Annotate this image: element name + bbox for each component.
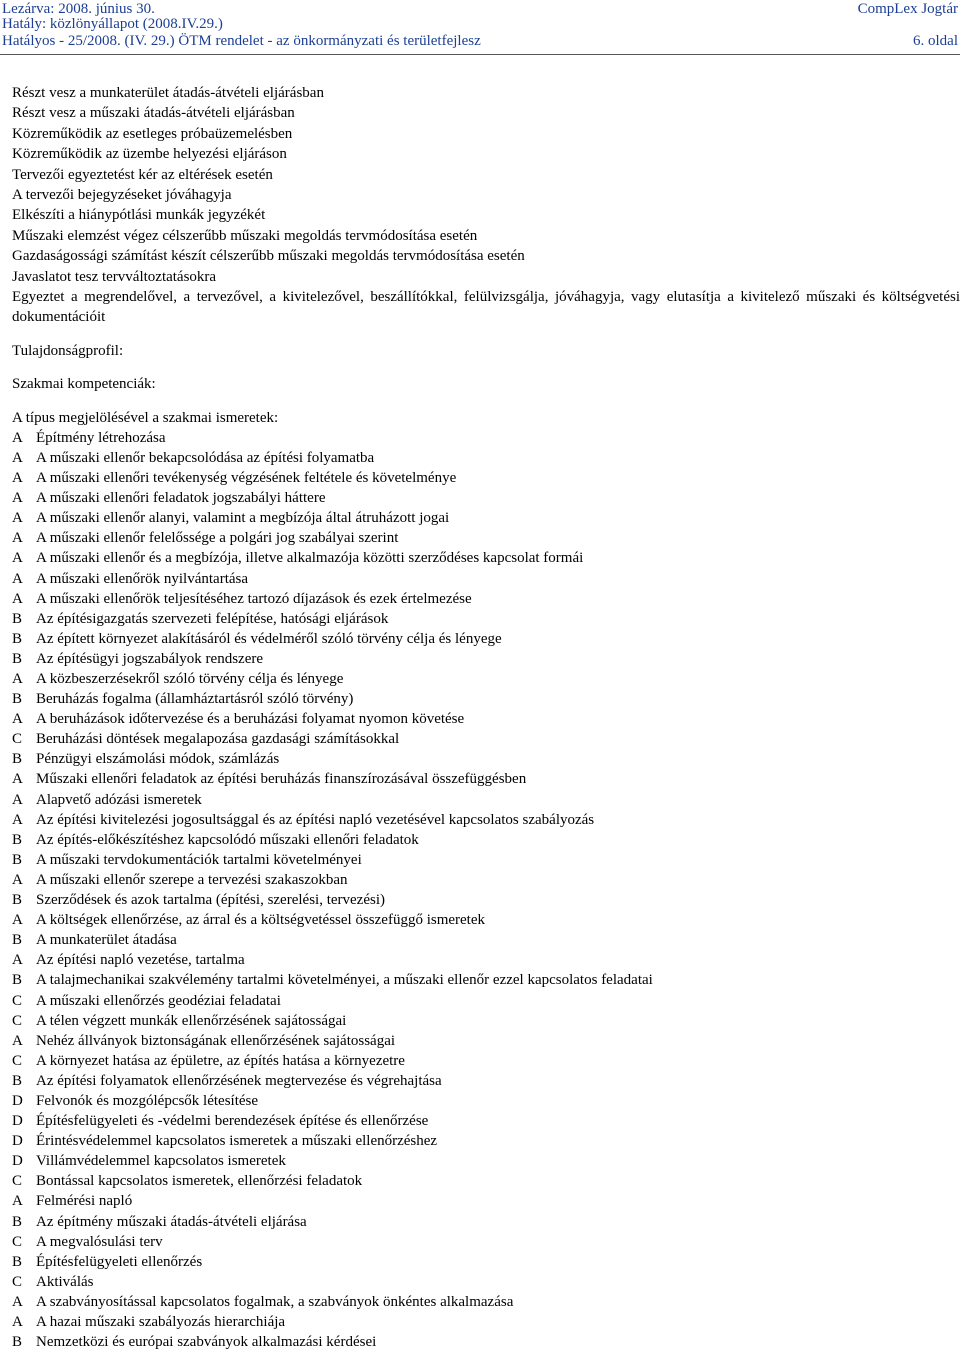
- knowledge-text: A munkaterület átadása: [36, 932, 177, 949]
- knowledge-item: [12, 1071, 960, 1091]
- knowledge-text: A műszaki ellenőri tevékenység végzésének feltétele és követelménye: [36, 470, 457, 487]
- knowledge-type: A: [12, 711, 23, 728]
- knowledge-type: A: [12, 1293, 23, 1310]
- knowledge-type: C: [12, 1233, 23, 1250]
- task-line: Közreműködik az esetleges próbaüzemelésben: [12, 125, 293, 142]
- knowledge-item: [12, 850, 960, 870]
- header-valid-title: Hatályos - 25/2008. (IV. 29.) ÖTM rendelet - az önkormányzati és területfejlesz: [2, 33, 481, 49]
- knowledge-type: B: [12, 1213, 23, 1230]
- knowledge-text: A talajmechanikai szakvélemény tartalmi követelményei, a műszaki ellenőr ezzel kapcsolatos feladatai: [36, 972, 653, 989]
- profile-label: Tulajdonságprofil:: [12, 342, 124, 359]
- knowledge-type: A: [12, 811, 23, 828]
- knowledge-text: A műszaki ellenőr bekapcsolódása az építési folyamatba: [36, 449, 375, 466]
- knowledge-type: C: [12, 1052, 23, 1069]
- task-line: Tervezői egyeztetést kér az eltérések esetén: [12, 166, 273, 183]
- knowledge-text: A hazai műszaki szabályozás hierarchiája: [36, 1314, 286, 1331]
- knowledge-item: [12, 589, 960, 609]
- knowledge-type: B: [12, 691, 23, 708]
- competence-label: Szakmai kompetenciák:: [12, 376, 156, 393]
- knowledge-item: [12, 508, 960, 528]
- knowledge-type: A: [12, 429, 23, 446]
- knowledge-item: [12, 1011, 960, 1031]
- knowledge-type: B: [12, 751, 23, 768]
- type-label: A típus megjelölésével a szakmai ismeretek:: [12, 409, 279, 426]
- knowledge-text: Az építés-előkészítéshez kapcsolódó műszaki ellenőri feladatok: [36, 831, 419, 848]
- knowledge-type: A: [12, 550, 23, 567]
- knowledge-item: [12, 629, 960, 649]
- knowledge-text: A műszaki ellenőrzés geodéziai feladatai: [36, 992, 281, 1009]
- knowledge-type: A: [12, 871, 23, 888]
- header-brand: CompLex Jogtár: [857, 1, 958, 17]
- knowledge-item: [12, 1111, 960, 1131]
- knowledge-type: D: [12, 1133, 23, 1150]
- knowledge-text: Építésfelügyeleti és -védelmi berendezések építése és ellenőrzése: [36, 1113, 429, 1130]
- knowledge-item: [12, 810, 960, 830]
- task-line: Elkészíti a hiánypótlási munkák jegyzékét: [12, 207, 266, 224]
- knowledge-item: [12, 1171, 960, 1191]
- knowledge-type: A: [12, 470, 23, 487]
- knowledge-type: B: [12, 932, 23, 949]
- knowledge-item: [12, 991, 960, 1011]
- knowledge-item: [12, 1232, 960, 1252]
- task-line: A tervezői bejegyzéseket jóváhagyja: [12, 186, 232, 203]
- knowledge-text: A műszaki ellenőr felelőssége a polgári jog szabályai szerint: [36, 530, 399, 547]
- knowledge-type: B: [12, 831, 23, 848]
- knowledge-text: Beruházás fogalma (államháztartásról szóló törvény): [36, 691, 354, 708]
- knowledge-item: [12, 830, 960, 850]
- knowledge-type: A: [12, 570, 23, 587]
- knowledge-type: B: [12, 1072, 23, 1089]
- knowledge-text: Építésfelügyeleti ellenőrzés: [36, 1253, 203, 1270]
- knowledge-type: A: [12, 671, 23, 688]
- knowledge-text: Az építésügyi jogszabályok rendszere: [36, 650, 263, 667]
- knowledge-text: Felmérési napló: [36, 1193, 133, 1210]
- knowledge-item: [12, 970, 960, 990]
- knowledge-type: B: [12, 972, 23, 989]
- knowledge-text: A télen végzett munkák ellenőrzésének sajátosságai: [36, 1012, 347, 1029]
- knowledge-text: A környezet hatása az épületre, az építés hatása a környezetre: [36, 1052, 405, 1069]
- knowledge-text: Beruházási döntések megalapozása gazdasági számításokkal: [36, 731, 400, 748]
- knowledge-text: A műszaki ellenőrök nyilvántartása: [36, 570, 249, 587]
- knowledge-item: [12, 689, 960, 709]
- knowledge-text: Aktiválás: [36, 1273, 94, 1290]
- knowledge-type: B: [12, 650, 23, 667]
- knowledge-type: A: [12, 952, 23, 969]
- knowledge-item: [12, 548, 960, 568]
- knowledge-type: D: [12, 1153, 23, 1170]
- knowledge-text: A beruházások időtervezése és a beruházási folyamat nyomon követése: [36, 711, 465, 728]
- header-closed-date: Lezárva: 2008. június 30.: [2, 1, 155, 17]
- page-header: [0, 0, 960, 55]
- knowledge-type: B: [12, 892, 23, 909]
- knowledge-type: B: [12, 630, 23, 647]
- knowledge-item: [12, 890, 960, 910]
- knowledge-text: A megvalósulási terv: [36, 1233, 163, 1250]
- knowledge-type: B: [12, 1334, 23, 1351]
- knowledge-text: Villámvédelemmel kapcsolatos ismeretek: [36, 1153, 286, 1170]
- knowledge-type: B: [12, 1253, 23, 1270]
- knowledge-type: C: [12, 1173, 23, 1190]
- knowledge-item: [12, 1272, 960, 1292]
- knowledge-item: [12, 649, 960, 669]
- knowledge-text: A műszaki ellenőrök teljesítéséhez tartozó díjazások és ezek értelmezése: [36, 590, 472, 607]
- knowledge-item: [12, 1332, 960, 1352]
- knowledge-type: A: [12, 530, 23, 547]
- knowledge-type: A: [12, 912, 23, 929]
- knowledge-type: A: [12, 590, 23, 607]
- knowledge-text: Az építésigazgatás szervezeti felépítése, hatósági eljárások: [36, 610, 389, 627]
- knowledge-type: B: [12, 610, 23, 627]
- task-line: Javaslatot tesz tervváltoztatásokra: [12, 268, 217, 285]
- knowledge-item: [12, 428, 960, 448]
- header-effect-state: Hatály: közlönyállapot (2008.IV.29.): [2, 16, 223, 32]
- knowledge-text: Az építési folyamatok ellenőrzésének megtervezése és végrehajtása: [36, 1072, 442, 1089]
- knowledge-text: Érintésvédelemmel kapcsolatos ismeretek a műszaki ellenőrzéshez: [36, 1133, 438, 1150]
- knowledge-text: Nemzetközi és európai szabványok alkalmazási kérdései: [36, 1334, 377, 1351]
- knowledge-type: A: [12, 771, 23, 788]
- knowledge-type: A: [12, 1193, 23, 1210]
- knowledge-text: Építmény létrehozása: [36, 429, 166, 446]
- knowledge-type: C: [12, 992, 23, 1009]
- knowledge-type: A: [12, 510, 23, 527]
- knowledge-item: [12, 1091, 960, 1111]
- knowledge-item: [12, 1051, 960, 1071]
- knowledge-item: [12, 930, 960, 950]
- knowledge-text: Nehéz állványok biztonságának ellenőrzésének sajátosságai: [36, 1032, 396, 1049]
- knowledge-item: [12, 1212, 960, 1232]
- knowledge-text: Az építési napló vezetése, tartalma: [36, 952, 245, 969]
- knowledge-text: Az épített környezet alakításáról és védelméről szóló törvény célja és lényege: [36, 630, 502, 647]
- knowledge-text: Pénzügyi elszámolási módok, számlázás: [36, 751, 280, 768]
- knowledge-item: [12, 468, 960, 488]
- knowledge-text: A műszaki ellenőr és a megbízója, illetve alkalmazója közötti szerződéses kapcsolat formái: [36, 550, 584, 567]
- knowledge-type: C: [12, 1273, 23, 1290]
- knowledge-item: [12, 790, 960, 810]
- task-line: Gazdaságossági számítást készít célszerűbb műszaki megoldás tervmódosítása esetén: [12, 248, 525, 265]
- knowledge-list: [12, 428, 960, 1352]
- knowledge-text: Alapvető adózási ismeretek: [36, 791, 202, 808]
- knowledge-item: [12, 950, 960, 970]
- knowledge-text: Felvonók és mozgólépcsők létesítése: [36, 1092, 259, 1109]
- knowledge-text: A műszaki ellenőr alanyi, valamint a megbízója által átruházott jogai: [36, 510, 450, 527]
- knowledge-item: [12, 1252, 960, 1272]
- knowledge-text: Műszaki ellenőri feladatok az építési beruházás finanszírozásával összefüggésben: [36, 771, 527, 788]
- knowledge-item: [12, 669, 960, 689]
- task-line-long: Egyeztet a megrendelővel, a tervezővel, a kivitelezővel, beszállítókkal, felülvizsgálja, jóváhagyja, vagy elutasítja a kivitelező műszaki és költségvetési dokumentációit: [12, 288, 960, 326]
- knowledge-text: A szabványosítással kapcsolatos fogalmak, a szabványok önkéntes alkalmazása: [36, 1293, 514, 1310]
- knowledge-text: Bontással kapcsolatos ismeretek, ellenőrzési feladatok: [36, 1173, 363, 1190]
- task-line: Műszaki elemzést végez célszerűbb műszaki megoldás tervmódosítása esetén: [12, 227, 478, 244]
- knowledge-item: [12, 1191, 960, 1211]
- task-list: [12, 83, 960, 328]
- knowledge-item: [12, 1131, 960, 1151]
- knowledge-type: C: [12, 1012, 23, 1029]
- task-line: Részt vesz a munkaterület átadás-átvételi eljárásban: [12, 85, 324, 101]
- knowledge-text: A műszaki tervdokumentációk tartalmi követelményei: [36, 851, 362, 868]
- document-body: [12, 83, 960, 1352]
- knowledge-item: [12, 1031, 960, 1051]
- knowledge-item: [12, 870, 960, 890]
- knowledge-type: A: [12, 1032, 23, 1049]
- knowledge-type: B: [12, 851, 23, 868]
- knowledge-text: A műszaki ellenőri feladatok jogszabályi háttere: [36, 490, 326, 507]
- task-line: Közreműködik az üzembe helyezési eljáráson: [12, 146, 287, 163]
- knowledge-text: A költségek ellenőrzése, az árral és a költségvetéssel összefüggő ismeretek: [36, 912, 485, 929]
- knowledge-item: [12, 1292, 960, 1312]
- knowledge-text: Szerződések és azok tartalma (építési, szerelési, tervezési): [36, 892, 385, 909]
- knowledge-item: [12, 569, 960, 589]
- task-line: Részt vesz a műszaki átadás-átvételi eljárásban: [12, 105, 295, 122]
- knowledge-item: [12, 1151, 960, 1171]
- knowledge-text: A műszaki ellenőr szerepe a tervezési szakaszokban: [36, 871, 348, 888]
- knowledge-item: [12, 1312, 960, 1332]
- knowledge-type: A: [12, 1314, 23, 1331]
- knowledge-type: D: [12, 1092, 23, 1109]
- knowledge-item: [12, 528, 960, 548]
- knowledge-type: A: [12, 449, 23, 466]
- knowledge-text: Az építmény műszaki átadás-átvételi eljárása: [36, 1213, 307, 1230]
- knowledge-item: [12, 448, 960, 468]
- knowledge-item: [12, 609, 960, 629]
- knowledge-type: A: [12, 791, 23, 808]
- knowledge-type: D: [12, 1113, 23, 1130]
- knowledge-item: [12, 769, 960, 789]
- knowledge-item: [12, 910, 960, 930]
- knowledge-item: [12, 729, 960, 749]
- knowledge-item: [12, 749, 960, 769]
- header-page-number: 6. oldal: [913, 33, 958, 49]
- knowledge-type: A: [12, 490, 23, 507]
- knowledge-text: Az építési kivitelezési jogosultsággal és az építési napló vezetésével kapcsolatos szabályozás: [36, 811, 595, 828]
- knowledge-item: [12, 709, 960, 729]
- knowledge-type: C: [12, 731, 23, 748]
- knowledge-text: A közbeszerzésekről szóló törvény célja és lényege: [36, 671, 344, 688]
- knowledge-item: [12, 488, 960, 508]
